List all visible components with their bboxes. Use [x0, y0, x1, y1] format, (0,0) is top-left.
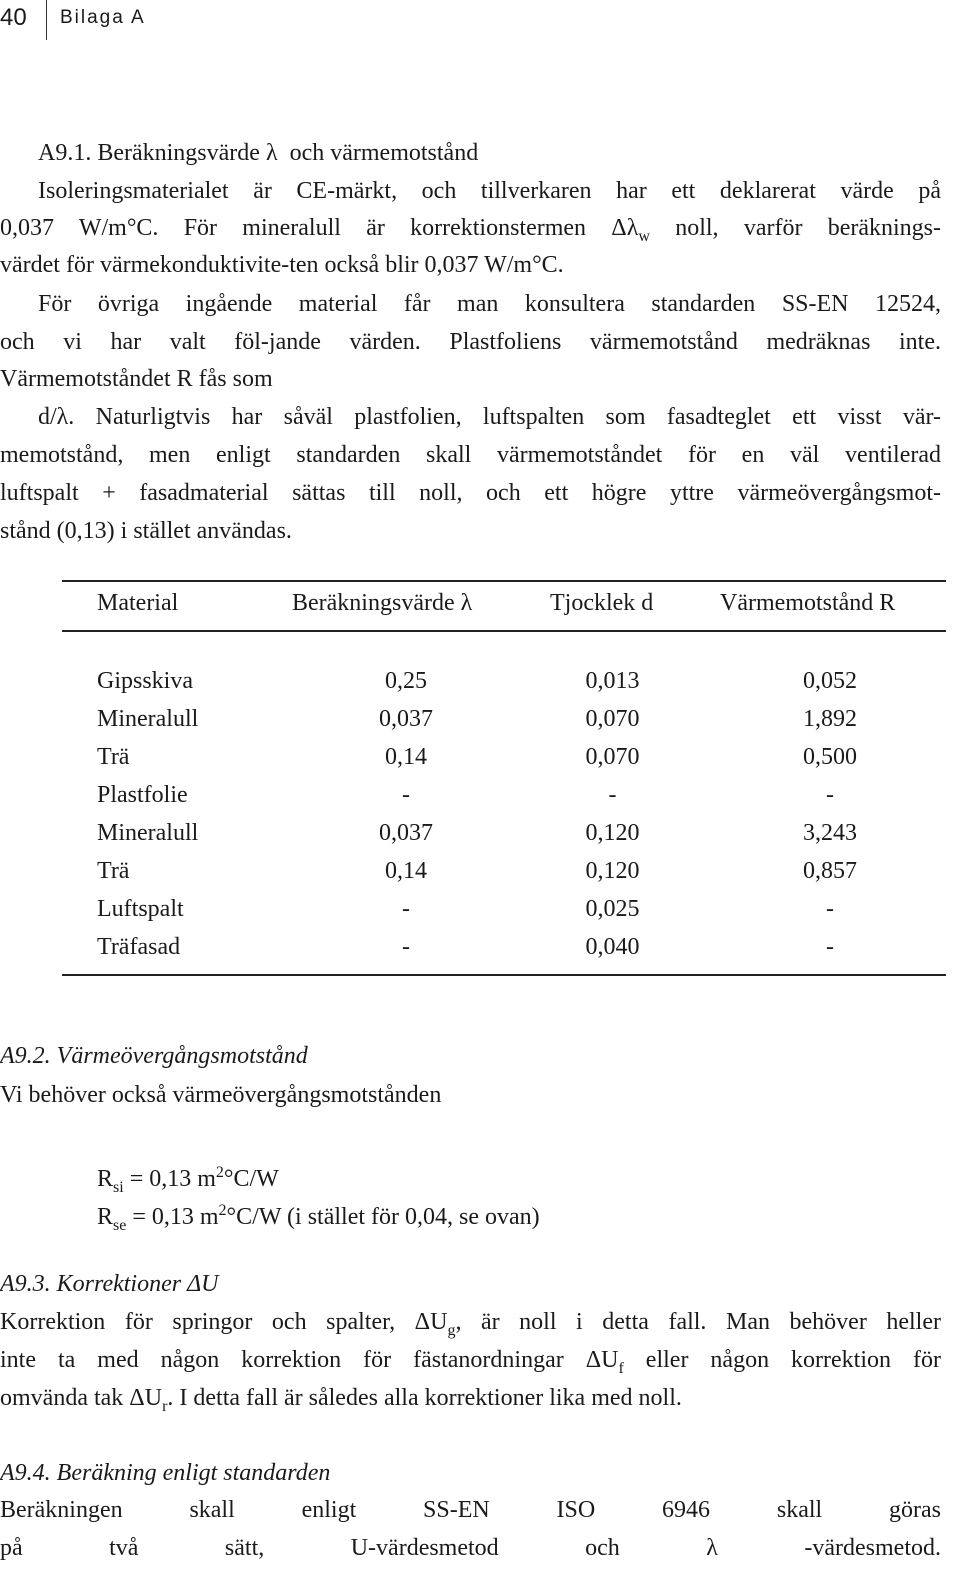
- s93-l1-a: Korrektion för springor och spalter, ΔU: [0, 1309, 448, 1335]
- header-divider: [46, 0, 47, 40]
- p1-line2-b: noll, varför beräknings-: [675, 215, 942, 241]
- section-a92-title: A9.2. Värmeövergångsmotstånd: [0, 1043, 308, 1069]
- cell-thickness: 0,070: [585, 706, 640, 732]
- rsi-sup: 2: [215, 1164, 224, 1181]
- p1-line1: Isoleringsmaterialet är CE-märkt, och tillverkaren har ett deklarerat värde på: [38, 178, 941, 204]
- p3-line3: luftspalt + fasadmaterial sättas till noll, och ett högre yttre värmeövergångsmot-: [0, 480, 941, 506]
- p3-line4: stånd (0,13) i stället användas.: [0, 518, 292, 544]
- table-row: [0, 668, 960, 706]
- table-header-rule: [62, 630, 946, 632]
- p2-line2: och vi har valt föl-jande värden. Plastfoliens värmemotstånd medräknas inte.: [0, 329, 941, 355]
- p3-line1: d/λ. Naturligtvis har såväl plastfolien, luftspalten som fasadteglet ett visst vär-: [38, 404, 941, 430]
- p1-line2: [0, 214, 941, 251]
- rse-mid: = 0,13 m: [132, 1204, 219, 1230]
- cell-thickness: 0,070: [585, 744, 640, 770]
- title-prefix: A9.1. Beräkningsvärde: [38, 140, 260, 166]
- p2-line3: Värmemotståndet R fås som: [0, 366, 273, 392]
- cell-resistance: 1,892: [803, 706, 857, 732]
- cell-lambda: 0,037: [379, 820, 433, 846]
- s93-l2-sub: f: [618, 1360, 624, 1377]
- cell-thickness: 0,013: [585, 668, 640, 694]
- header-resistance: Värmemotstånd R: [720, 590, 896, 616]
- table-row: [0, 782, 960, 820]
- cell-lambda: 0,14: [385, 858, 427, 884]
- s93-l3-a: omvända tak ΔU: [0, 1385, 163, 1411]
- s93-line3: [0, 1384, 682, 1421]
- header-thickness: Tjocklek d: [550, 590, 654, 616]
- cell-lambda: 0,25: [385, 668, 427, 694]
- p2-line1: För övriga ingående material får man konsultera standarden SS-EN 12524,: [38, 291, 941, 317]
- cell-lambda: -: [402, 896, 410, 922]
- s93-l1-sub: g: [447, 1322, 456, 1339]
- s94-line2: på två sätt, U-värdesmetod och λ -värdesmetod.: [0, 1535, 941, 1561]
- rsi-mid: = 0,13 m: [129, 1166, 216, 1192]
- cell-thickness: 0,120: [585, 820, 640, 846]
- rsi-end: °C/W: [223, 1166, 279, 1192]
- rsi-sub: si: [113, 1179, 124, 1196]
- page-number: 40: [0, 4, 27, 31]
- rse-r: R: [97, 1204, 114, 1230]
- table-row: [0, 896, 960, 934]
- cell-material: Mineralull: [97, 820, 199, 846]
- cell-thickness: 0,120: [585, 858, 640, 884]
- cell-thickness: 0,040: [585, 934, 640, 960]
- header-lambda: Beräkningsvärde λ: [292, 590, 473, 616]
- cell-lambda: -: [402, 934, 410, 960]
- header-material: Material: [97, 590, 179, 616]
- cell-resistance: 0,052: [803, 668, 857, 694]
- s93-l3-sub: r: [162, 1398, 168, 1415]
- cell-resistance: 0,500: [803, 744, 857, 770]
- cell-resistance: 3,243: [803, 820, 857, 846]
- cell-thickness: 0,025: [585, 896, 640, 922]
- table-row: [0, 934, 960, 972]
- cell-resistance: 0,857: [803, 858, 857, 884]
- cell-lambda: 0,14: [385, 744, 427, 770]
- cell-lambda: -: [402, 782, 410, 808]
- s93-l1-b: , är noll i detta fall. Man behöver heller: [455, 1309, 941, 1335]
- s93-l3-b: . I detta fall är således alla korrektioner lika med noll.: [167, 1385, 682, 1411]
- p1-line2-sub: w: [638, 228, 650, 245]
- rse-sup: 2: [218, 1202, 227, 1219]
- cell-resistance: -: [826, 896, 834, 922]
- s94-line1: Beräkningen skall enligt SS-EN ISO 6946 skall göras: [0, 1497, 941, 1523]
- section-label: Bilaga A: [60, 7, 146, 28]
- section-a91-title: [38, 139, 478, 168]
- rsi-r: R: [97, 1166, 114, 1192]
- p1-line3: värdet för värmekonduktivite-ten också blir 0,037 W/m°C.: [0, 252, 564, 278]
- rse-formula: [97, 1196, 540, 1240]
- cell-lambda: 0,037: [379, 706, 433, 732]
- cell-material: Plastfolie: [97, 782, 188, 808]
- cell-material: Trä: [97, 744, 130, 770]
- table-row: [0, 820, 960, 858]
- p3-line2: memotstånd, men enligt standarden skall värmemotståndet för en väl ventilerad: [0, 442, 941, 468]
- s93-l2-b: eller någon korrektion för: [645, 1347, 941, 1373]
- title-suffix: och värmemotstånd: [289, 140, 479, 166]
- table-row: [0, 858, 960, 896]
- table-row: [0, 744, 960, 782]
- table-top-rule: [62, 580, 946, 582]
- cell-material: Träfasad: [97, 934, 181, 960]
- cell-material: Gipsskiva: [97, 668, 193, 694]
- rse-end: °C/W (i stället för 0,04, se ovan): [226, 1204, 540, 1230]
- table-bottom-rule: [62, 974, 946, 976]
- lambda-symbol: λ: [265, 140, 278, 166]
- p1-line2-a: 0,037 W/m°C. För mineralull är korrektionstermen Δλ: [0, 215, 639, 241]
- cell-resistance: -: [826, 782, 834, 808]
- s93-line1: [0, 1308, 941, 1345]
- table-header-row: [0, 590, 960, 624]
- s92-intro: Vi behöver också värmeövergångsmotstånden: [0, 1082, 442, 1108]
- table-row: [0, 706, 960, 744]
- cell-material: Mineralull: [97, 706, 199, 732]
- cell-resistance: -: [826, 934, 834, 960]
- section-a94-title: A9.4. Beräkning enligt standarden: [0, 1460, 331, 1486]
- section-a93-title: A9.3. Korrektioner ΔU: [0, 1271, 219, 1297]
- s93-line2: [0, 1346, 941, 1383]
- rse-sub: se: [113, 1217, 127, 1234]
- cell-material: Trä: [97, 858, 130, 884]
- cell-thickness: -: [608, 782, 617, 808]
- s93-l2-a: inte ta med någon korrektion för fästanordningar ΔU: [0, 1347, 619, 1373]
- cell-material: Luftspalt: [97, 896, 184, 922]
